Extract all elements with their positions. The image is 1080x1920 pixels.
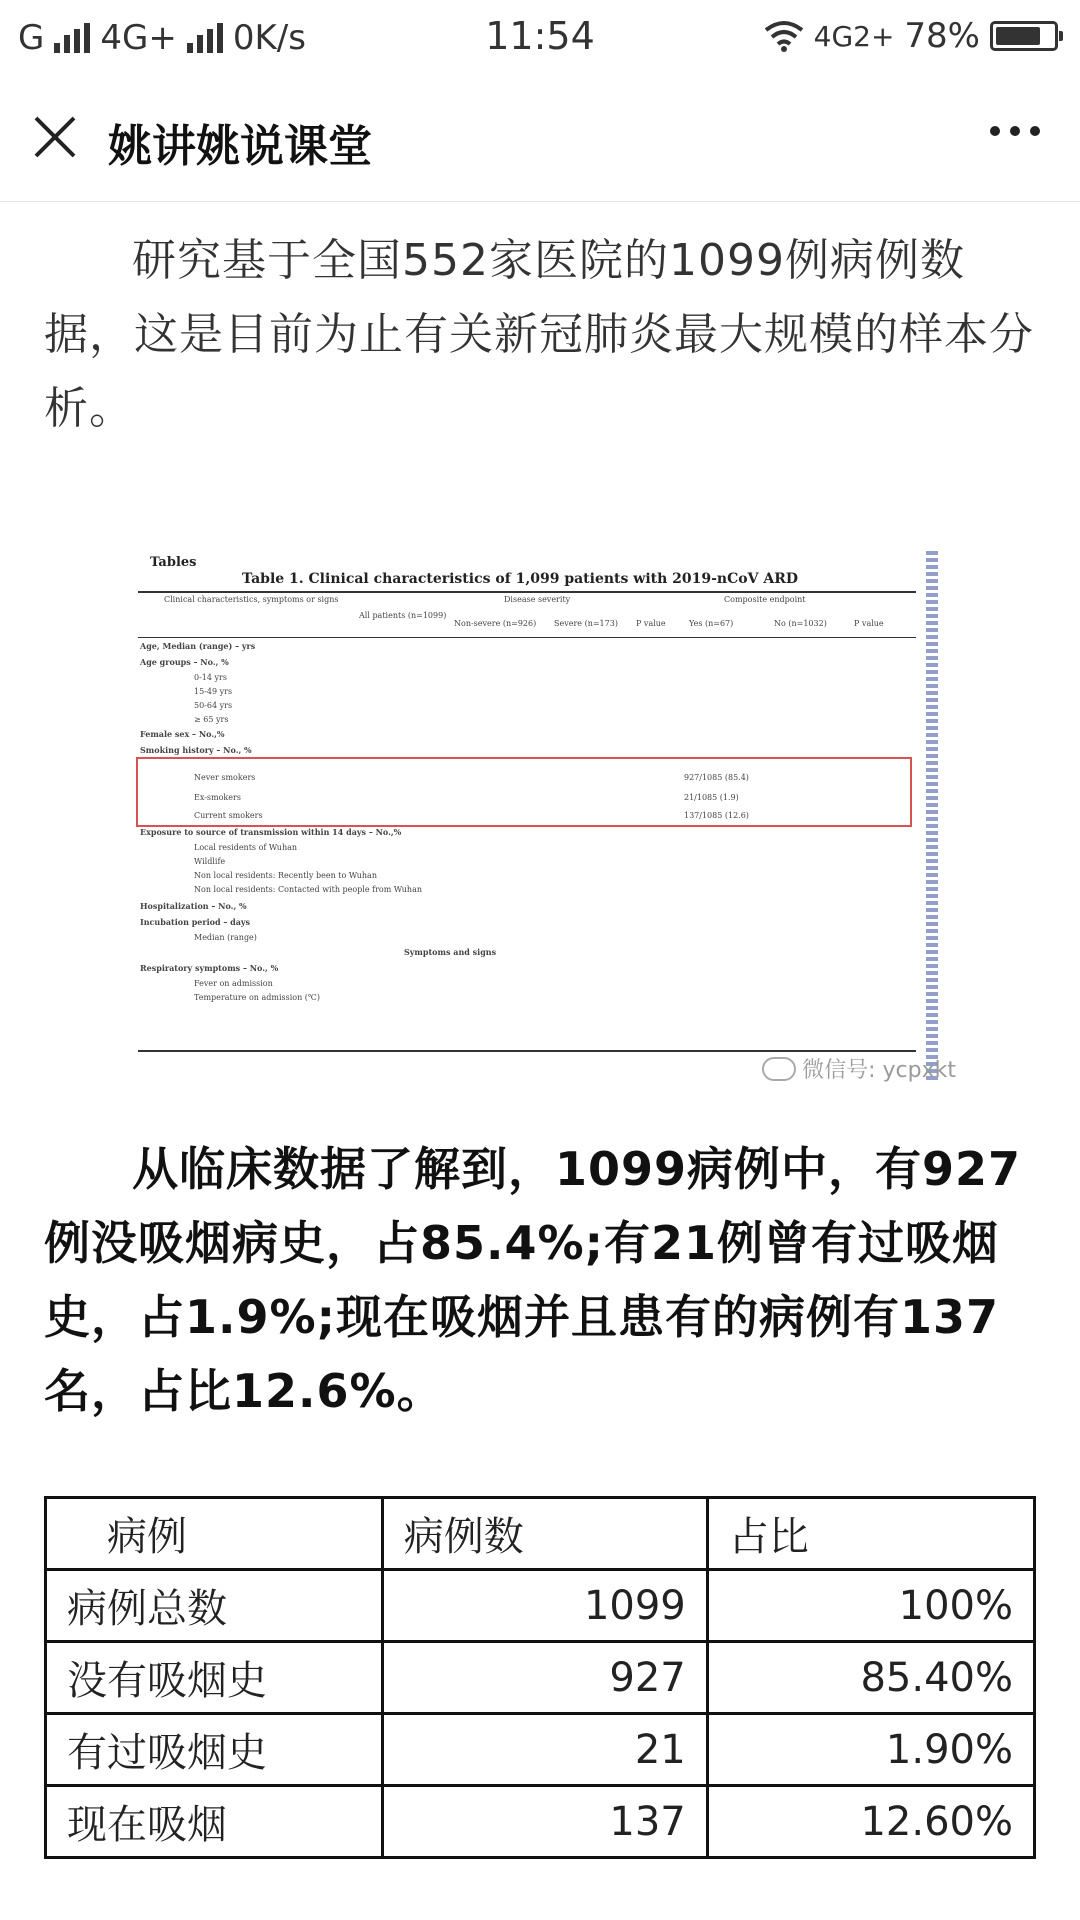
figure-heading: Tables bbox=[150, 555, 197, 570]
close-icon[interactable] bbox=[32, 114, 78, 160]
figure-row-label: Symptoms and signs bbox=[404, 947, 497, 957]
table-row bbox=[46, 1642, 1035, 1714]
figure-rule bbox=[138, 1050, 916, 1052]
table-cell-ratio: 1.90% bbox=[707, 1714, 1034, 1786]
figure-row-label: Ex-smokers bbox=[194, 793, 241, 802]
figure-row-label: Non local residents: Recently been to Wuhan bbox=[194, 871, 377, 880]
watermark-text: 微信号: ycpxkt bbox=[802, 1058, 956, 1083]
figure-row-label: Female sex – No.,% bbox=[140, 729, 225, 739]
table-cell-label: 现在吸烟 bbox=[46, 1786, 383, 1858]
figure-row-label: Age groups – No., % bbox=[140, 657, 229, 667]
figure-row-label: Median (range) bbox=[194, 933, 257, 942]
figure-row-label: Never smokers bbox=[194, 773, 256, 782]
figure-row-label: 50-64 yrs bbox=[194, 701, 233, 710]
figure-row-label: Exposure to source of transmission within 14 days – No.,% bbox=[140, 827, 402, 837]
status-bar bbox=[0, 0, 1080, 76]
figure-row-label: Local residents of Wuhan bbox=[194, 843, 298, 852]
figure-row-label: Current smokers bbox=[194, 811, 263, 820]
table-header-cell: 病例 bbox=[46, 1498, 383, 1570]
figure-value: 21/1085 (1.9) bbox=[684, 793, 739, 802]
figure-col-header: Severe (n=173) bbox=[554, 619, 618, 628]
figure-row-label: Wildlife bbox=[194, 857, 226, 866]
table-cell-ratio: 100% bbox=[707, 1570, 1034, 1642]
figure-col-header: P value bbox=[854, 619, 884, 628]
figure-col-header: Non-severe (n=926) bbox=[454, 619, 537, 628]
figure-rule bbox=[138, 591, 916, 593]
table-header-cell: 病例数 bbox=[382, 1498, 707, 1570]
figure-row-label: Incubation period – days bbox=[140, 917, 251, 927]
status-right bbox=[764, 16, 1058, 56]
battery-fill bbox=[996, 27, 1040, 45]
figure-row-label: Temperature on admission (℃) bbox=[194, 993, 320, 1002]
figure-row-label: 0-14 yrs bbox=[194, 673, 227, 682]
table-row bbox=[46, 1714, 1035, 1786]
more-options-icon[interactable] bbox=[990, 126, 1040, 136]
summary-table bbox=[44, 1496, 1036, 1859]
table-cell-count: 137 bbox=[382, 1786, 707, 1858]
clock: 11:54 bbox=[485, 14, 595, 58]
nav-bar bbox=[0, 76, 1080, 202]
article-paragraph-2: 从临床数据了解到，1099病例中，有927例没吸烟病史，占85.4%;有21例曾有过吸烟史，占1.9%;现在吸烟并且患有的病例有137名，占比12.6%。 bbox=[44, 1142, 1022, 1418]
figure-row-label: Fever on admission bbox=[194, 979, 273, 988]
table-cell-count: 21 bbox=[382, 1714, 707, 1786]
figure-group-header: Composite endpoint bbox=[724, 595, 806, 604]
figure-row-label: Hospitalization – No., % bbox=[140, 901, 247, 911]
battery-percent: 78% bbox=[904, 16, 980, 56]
figure-col-header: P value bbox=[636, 619, 666, 628]
network-speed: 0K/s bbox=[232, 18, 306, 58]
figure-row-label: Smoking history – No., % bbox=[140, 745, 252, 755]
table-cell-label: 有过吸烟史 bbox=[46, 1714, 383, 1786]
carrier-label: G bbox=[18, 18, 45, 58]
figure-col-header: Clinical characteristics, symptoms or signs bbox=[164, 595, 339, 604]
wifi-icon bbox=[764, 20, 804, 52]
figure-col-header: No (n=1032) bbox=[774, 619, 827, 628]
network-4g-label: 4G2+ bbox=[813, 19, 895, 53]
table-cell-label: 病例总数 bbox=[46, 1570, 383, 1642]
figure-col-header: All patients (n=1099) bbox=[359, 611, 447, 620]
table-cell-ratio: 12.60% bbox=[707, 1786, 1034, 1858]
table-header-cell: 占比 bbox=[707, 1498, 1034, 1570]
figure-row-label: Non local residents: Contacted with people from Wuhan bbox=[194, 885, 422, 894]
table-cell-count: 927 bbox=[382, 1642, 707, 1714]
page-title: 姚讲姚说课堂 bbox=[108, 121, 372, 172]
table-row bbox=[46, 1570, 1035, 1642]
article-paragraph-1: 研究基于全国552家医院的1099例病例数据，这是目前为止有关新冠肺炎最大规模的样本分析。 bbox=[44, 235, 1034, 434]
battery-icon bbox=[990, 21, 1058, 51]
figure-value: 927/1085 (85.4) bbox=[684, 773, 749, 782]
table-cell-label: 没有吸烟史 bbox=[46, 1642, 383, 1714]
watermark bbox=[762, 1053, 956, 1084]
figure-rule bbox=[138, 637, 916, 638]
smoking-highlight-box bbox=[136, 757, 912, 827]
figure-row-label: 15-49 yrs bbox=[194, 687, 233, 696]
table-cell-ratio: 85.40% bbox=[707, 1642, 1034, 1714]
figure-row-label: Age, Median (range) – yrs bbox=[140, 641, 256, 651]
figure-copyright-strip bbox=[926, 551, 938, 1081]
table-row bbox=[46, 1786, 1035, 1858]
figure-group-header: Disease severity bbox=[504, 595, 571, 604]
figure-col-header: Yes (n=67) bbox=[689, 619, 734, 628]
figure-caption: Table 1. Clinical characteristics of 1,099 patients with 2019-nCoV ARD bbox=[242, 571, 798, 587]
figure-value: 137/1085 (12.6) bbox=[684, 811, 749, 820]
table-header-row bbox=[46, 1498, 1035, 1570]
wechat-icon bbox=[762, 1057, 796, 1081]
figure-row-label: ≥ 65 yrs bbox=[194, 715, 229, 724]
figure-row-label: Respiratory symptoms – No., % bbox=[140, 963, 279, 973]
paper-table-image bbox=[124, 545, 956, 1090]
table-cell-count: 1099 bbox=[382, 1570, 707, 1642]
network-type-label: 4G+ bbox=[100, 18, 177, 58]
